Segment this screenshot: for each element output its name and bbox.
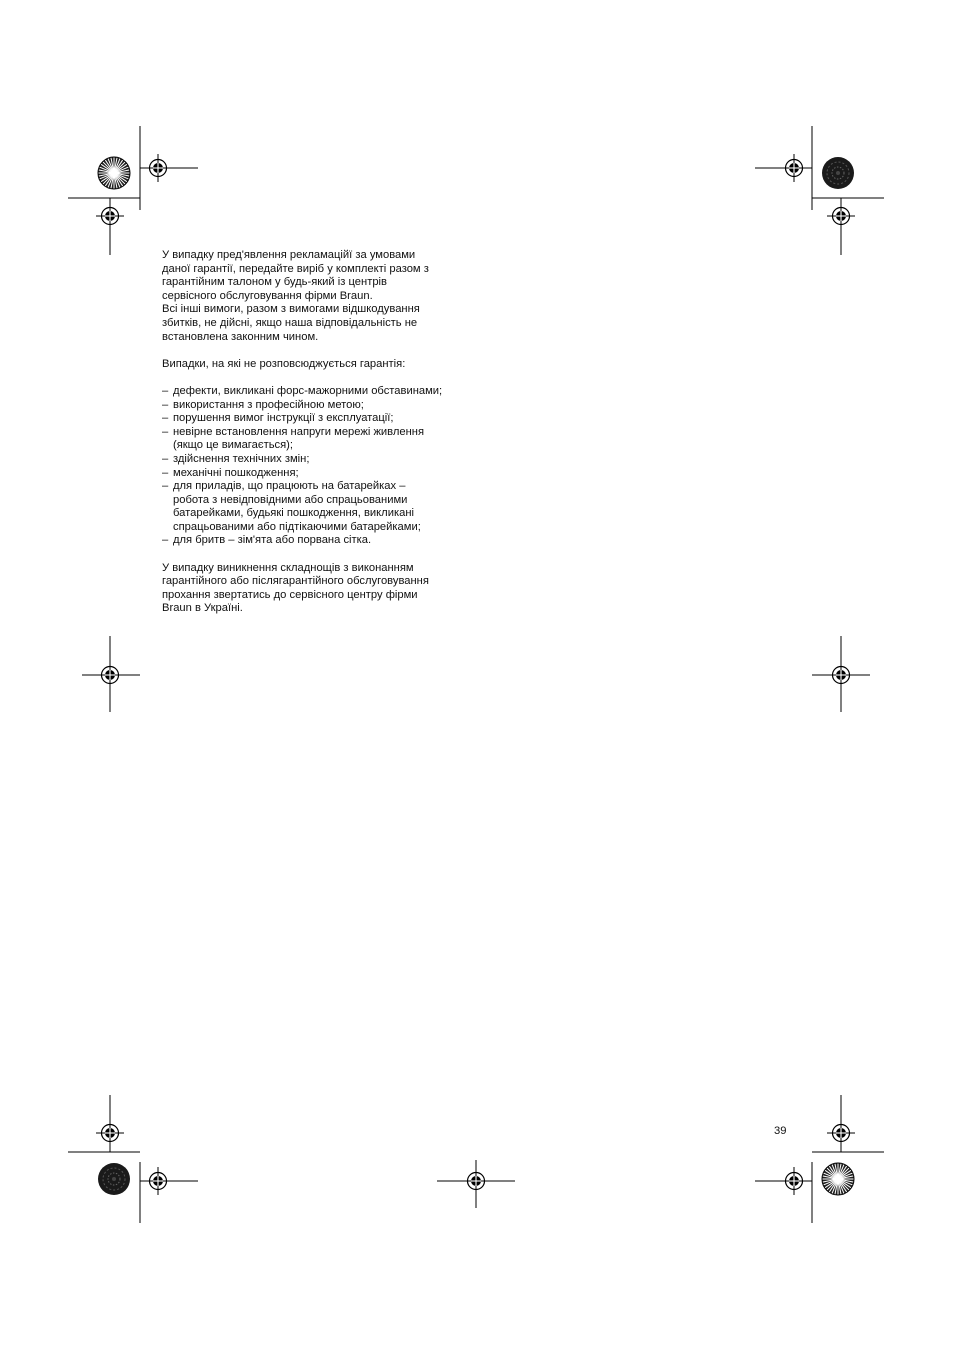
exclusions-list (162, 385, 472, 548)
text-line: встановлена законним чином. (162, 330, 319, 343)
text-line: гарантійного або післягарантійного обслуговування (162, 575, 429, 588)
list-item: – дефекти, викликані форс-мажорними обставинами; (162, 385, 472, 399)
list-item: – порушення вимог інструкції з експлуатації; (162, 412, 472, 426)
text-line: У випадку виникнення складнощів з виконанням (162, 561, 414, 574)
page-number: 39 (774, 1125, 787, 1137)
list-item: – для бритв – зім'ята або порвана сітка. (162, 534, 472, 548)
list-item: – здійснення технічних змін; (162, 453, 472, 467)
text-line: У випадку пред'явлення рекламаційї за умовами (162, 249, 416, 261)
service-paragraph (162, 562, 472, 616)
list-item: – невірне встановлення напруги мережі живлення (якщо це вимагається); (162, 426, 472, 453)
exclusions-heading: Випадки, на які не розповсюджується гарантія: (162, 357, 406, 370)
text-line: збитків, не дійсні, якщо наша відповідальність не (162, 316, 418, 329)
text-line: даної гарантії, передайте виріб у комплекті разом з (162, 262, 429, 275)
list-item: – для приладів, що працюють на батарейках – робота з невідповідними або спрацьованими батарейками, будьякі пошкодження, викликані спрацьованими або підтікаючими батарейками; (162, 480, 472, 534)
text-line: Всі інші вимоги, разом з вимогами відшкодування (162, 303, 420, 316)
text-line: сервісного обслуговування фірми Braun. (162, 289, 373, 302)
list-item: – використання з професійною метою; (162, 399, 472, 413)
text-line: прохання звертатись до сервісного центру фірми (162, 588, 418, 601)
warranty-text (162, 249, 472, 616)
text-line: Braun в Україні. (162, 602, 243, 615)
list-item: – механічні пошкодження; (162, 467, 472, 481)
claim-paragraph (162, 249, 472, 344)
text-line: гарантійним талоном у будь-який із центрів (162, 276, 387, 289)
